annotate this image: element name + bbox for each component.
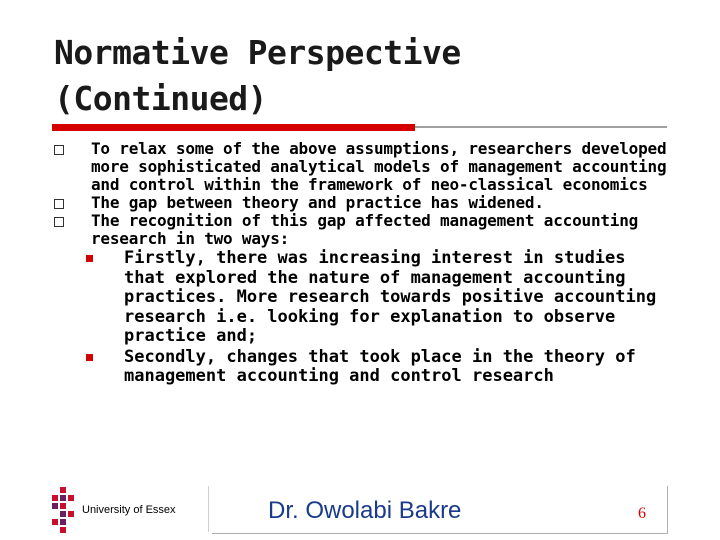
bullet-item [54,212,674,248]
sub-bullet-text: Firstly, there was increasing interest in studies that explored the nature of management accounting practices. More research towards positive accounting research i.e. looking for explanation to observe practice and; [124,248,657,346]
sub-bullet-text: Secondly, changes that took place in the theory of management accounting and control research [124,346,636,386]
slide-title-line-1: Normative Perspective [54,33,461,72]
red-square-bullet-icon [86,354,93,361]
university-logo [48,484,208,534]
sub-bullet-item [54,249,674,347]
bullet-text: To relax some of the above assumptions, researchers developed more sophisticated analytical models of management accounting and control within the framework of neo-classical economics [91,139,667,194]
bullet-text: The gap between theory and practice has widened. [91,193,544,212]
logo-separator [208,486,209,532]
hollow-square-bullet-icon [54,217,64,227]
bullet-text: The recognition of this gap affected management accounting research in two ways: [91,211,639,248]
page-number: 6 [638,505,646,522]
bullet-item [54,140,674,194]
red-square-bullet-icon [86,255,93,262]
footer-vertical-rule [667,486,668,534]
slide-title-line-2: (Continued) [54,79,268,118]
bullet-item [54,194,674,212]
hollow-square-bullet-icon [54,145,64,155]
author-name: Dr. Owolabi Bakre [268,497,462,524]
title-underline-red [52,124,415,131]
slide-title [54,30,654,122]
footer-rule [212,533,667,534]
hollow-square-bullet-icon [54,199,64,209]
title-underline-gray [415,126,667,128]
logo-text: University of Essex [82,504,176,516]
essex-logo-icon [48,484,78,534]
slide-content [54,140,674,387]
sub-bullet-item [54,348,674,387]
